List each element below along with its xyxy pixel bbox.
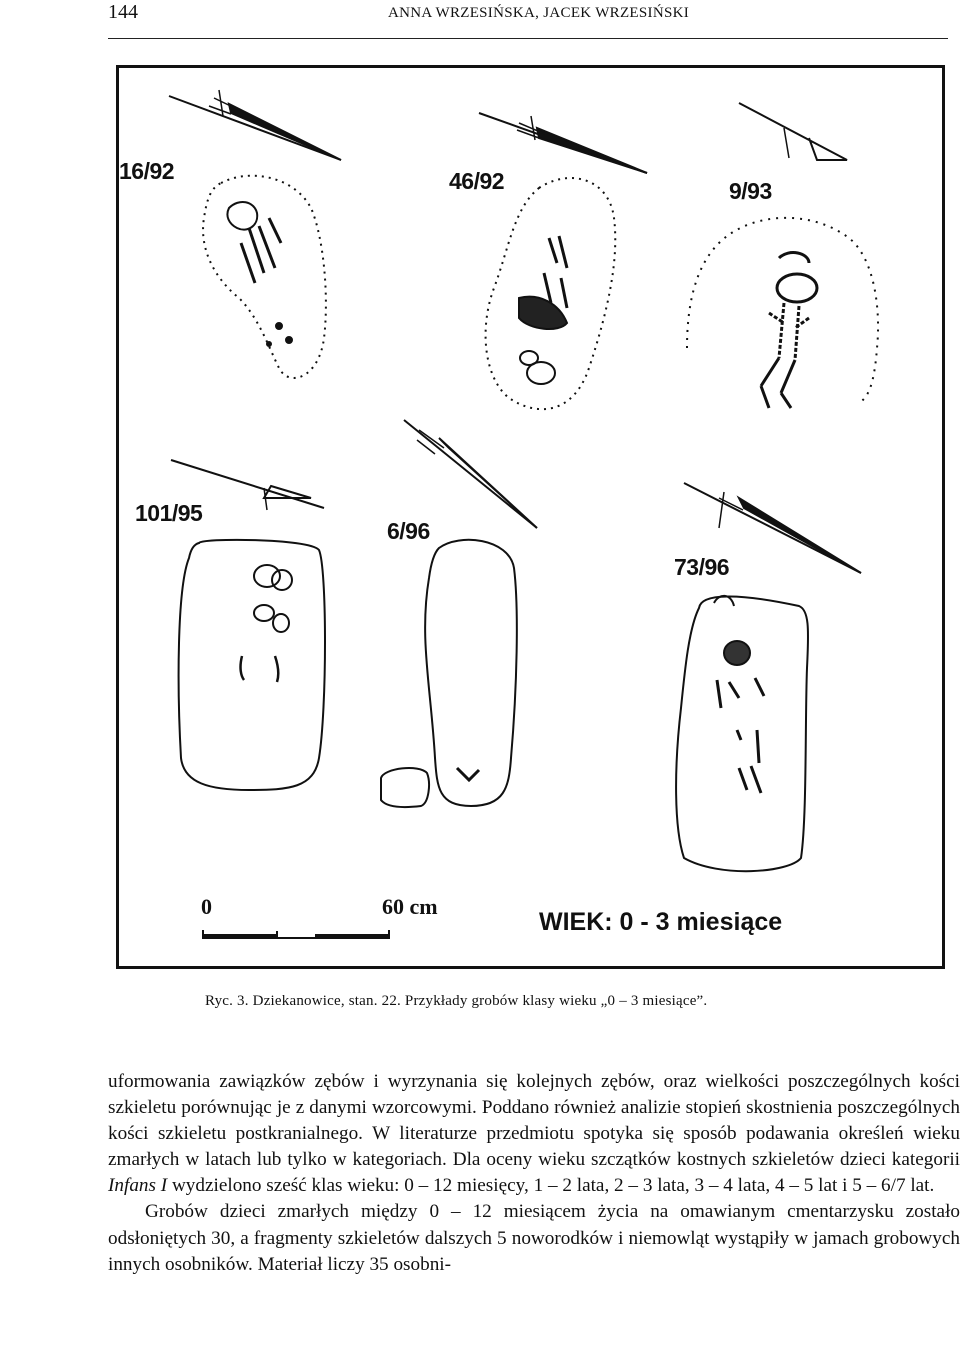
grave-label-46-92: 46/92 [449, 168, 505, 194]
grave-label-6-96: 6/96 [387, 518, 430, 544]
scale-end-label: 60 cm [382, 894, 438, 919]
age-class-label: WIEK: 0 - 3 miesiące [539, 908, 783, 936]
grave-6-96-plan [381, 420, 537, 807]
page-header [108, 0, 948, 39]
page-number: 144 [108, 1, 138, 23]
grave-label-9-93: 9/93 [729, 178, 772, 204]
grave-label-73-96: 73/96 [674, 554, 730, 580]
paragraph-1-part-b: wydzielono sześć klas wieku: 0 – 12 miesięcy, 1 – 2 lata, 2 – 3 lata, 3 – 4 lata, 4 – 5 lat i 5 – 6/7 lat. [171, 1175, 935, 1197]
grave-9-93-plan [687, 103, 878, 408]
grave-label-101-95: 101/95 [135, 500, 203, 526]
grave-46-92-plan [479, 113, 647, 409]
running-head: ANNA WRZESIŃSKA, JACEK WRZESIŃSKI [388, 5, 690, 21]
grave-label-16-92: 16/92 [119, 158, 175, 184]
grave-16-92-plan [169, 90, 341, 378]
paragraph-1-part-a: uformowania zawiązków zębów i wyrzynania się kolejnych zębów, oraz wielkości poszczególnych kości szkieletu porównując je z danymi wzorcowymi. Poddano również analizie stopień skostnienia poszczególnych kości szkieletu postkranialnego. W literaturze przedmiotu spotyka się sposób podawania określeń wieku zmarłych w latach lub tylko w kategoriach. Dla oceny wieku szczątków kostnych szkieletów dzieci kategorii [108, 1071, 960, 1171]
paragraph-1 [108, 1069, 960, 1199]
figure-frame [116, 65, 945, 969]
infans-term: Infans I [108, 1175, 168, 1197]
paragraph-2: Grobów dzieci zmarłych między 0 – 12 miesiącem życia na omawianym cmentarzysku zostało odsłoniętych 30, a fragmenty szkieletów dalszych 5 noworodków i niemowląt wystąpiły w jamach grobowych innych osobników. Materiał liczy 35 osobni- [108, 1201, 960, 1275]
figure-caption: Ryc. 3. Dziekanowice, stan. 22. Przykłady grobów klasy wieku „0 – 3 miesiące”. [205, 993, 708, 1009]
scale-start-label: 0 [201, 894, 212, 919]
grave-73-96-plan [676, 483, 861, 871]
body-text [108, 1069, 960, 1278]
grave-plans-drawing [119, 68, 942, 966]
scale-bar [203, 930, 389, 938]
